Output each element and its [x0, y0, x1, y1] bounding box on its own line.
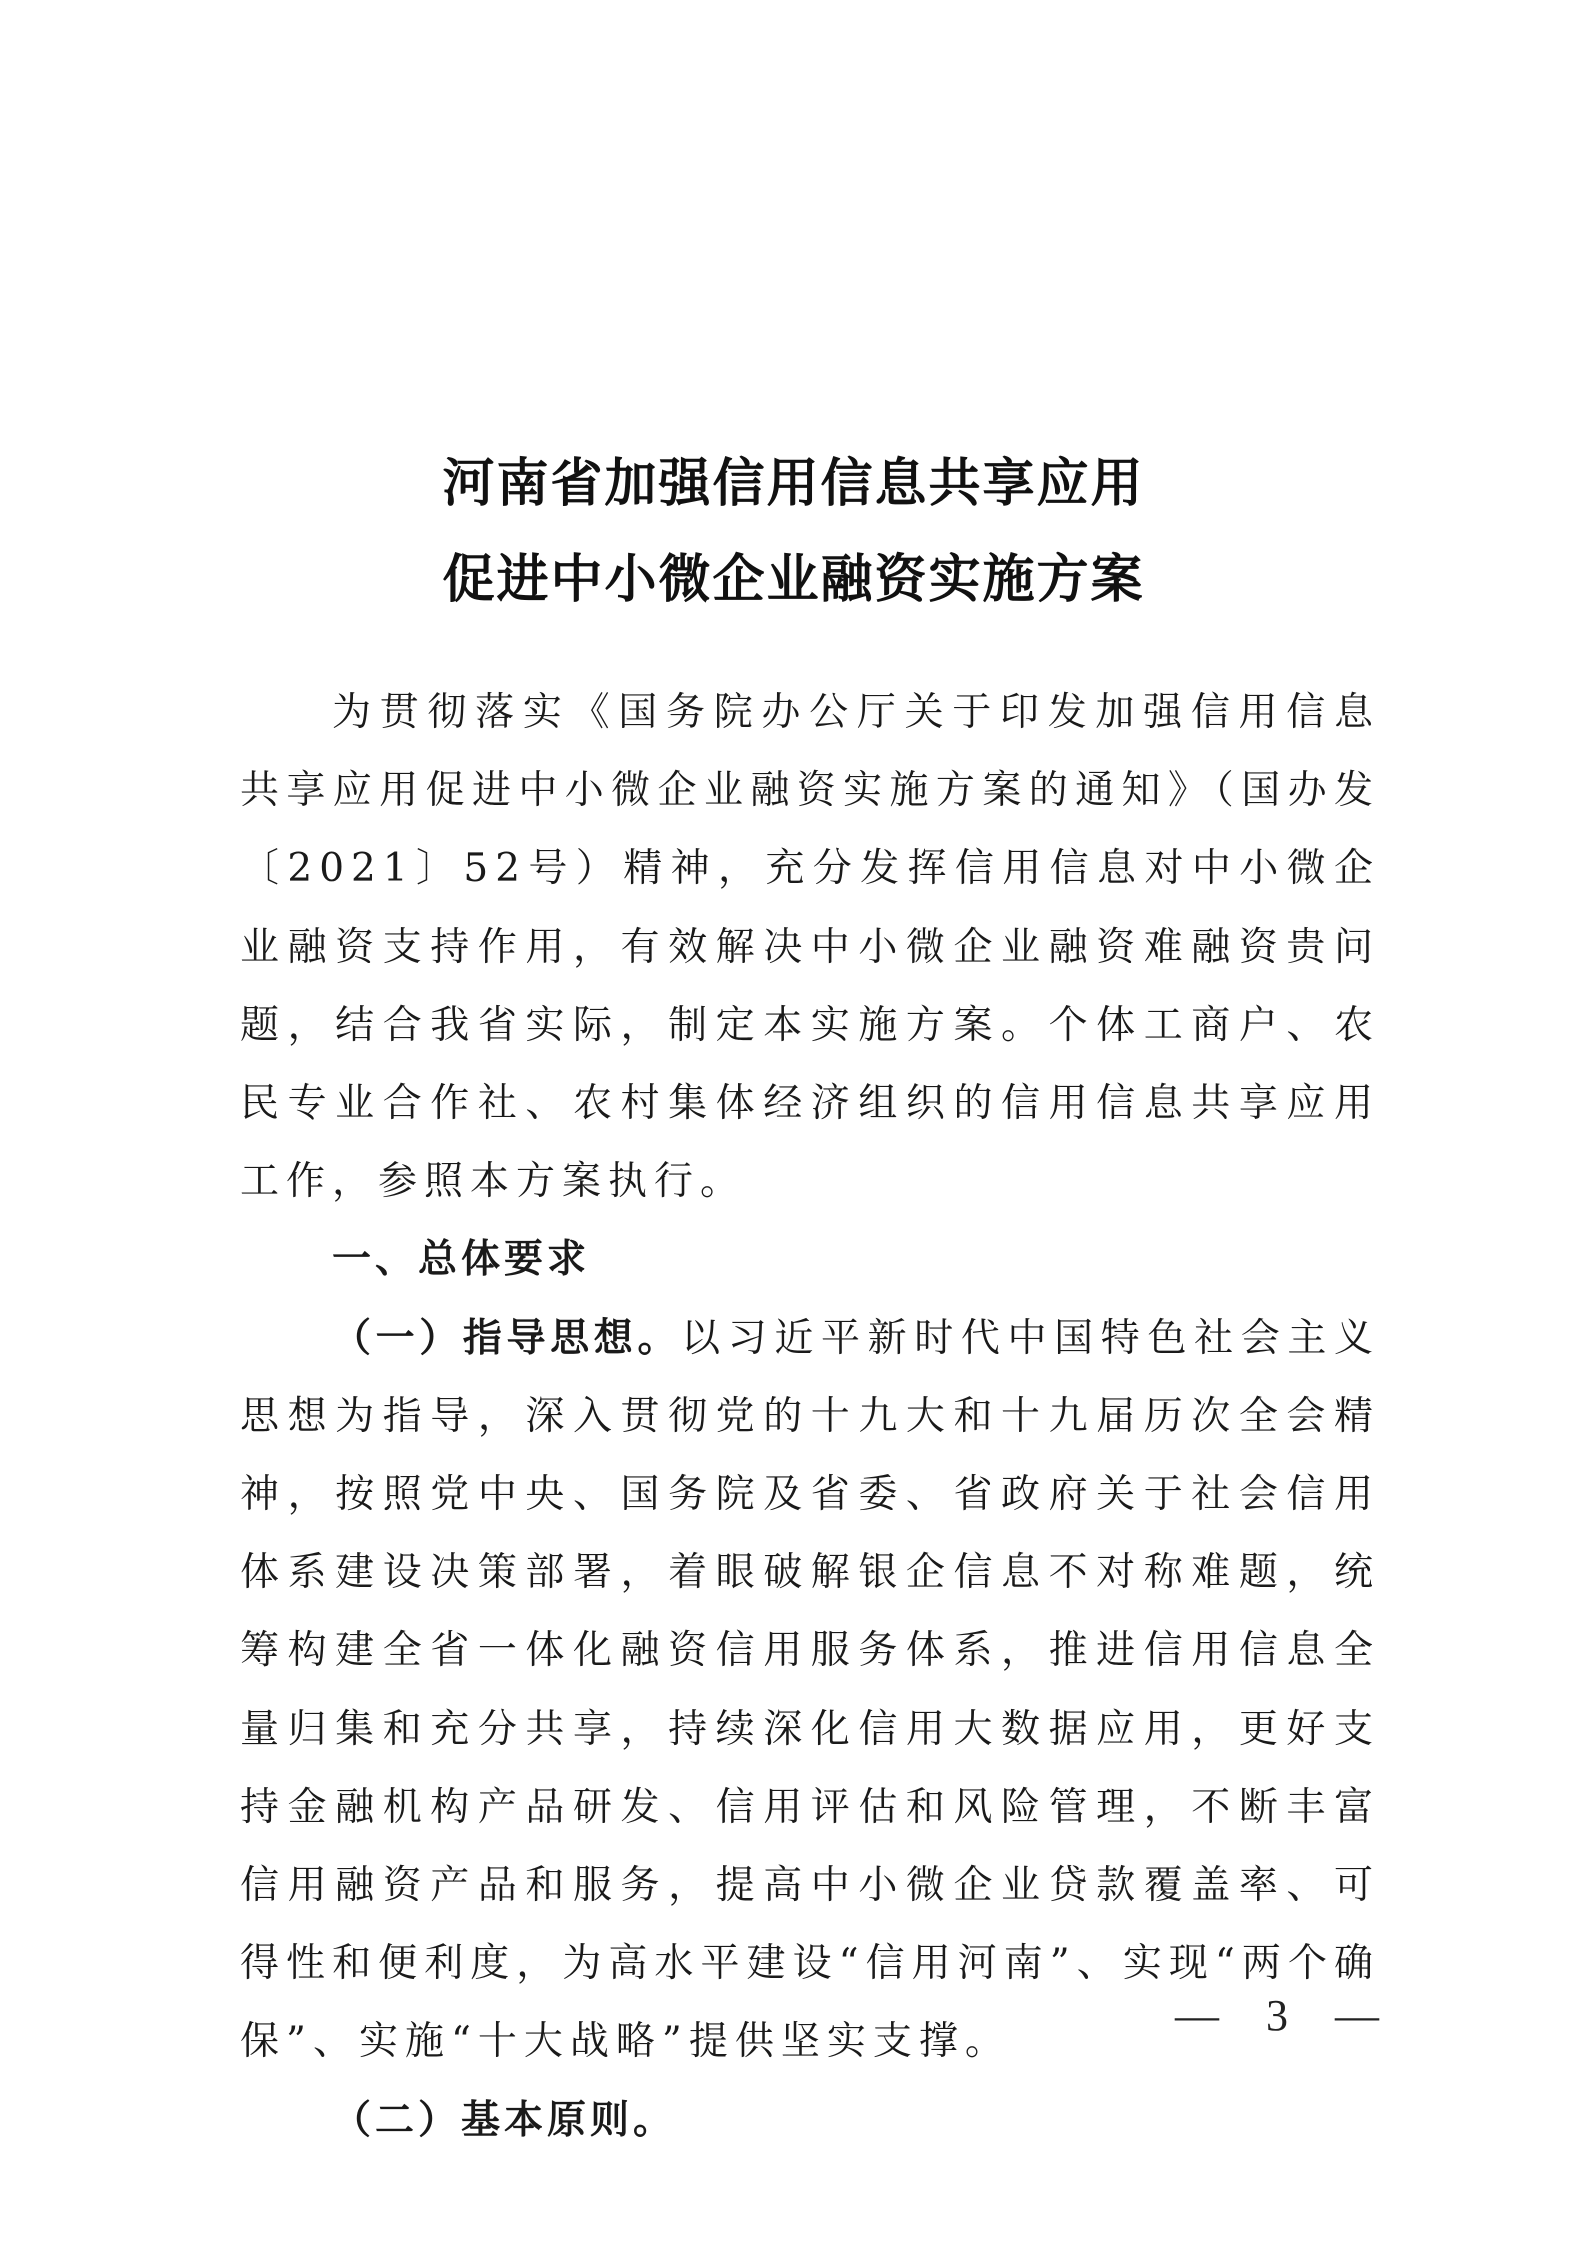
page-number: — 3 — [1175, 1991, 1397, 2040]
document-body [240, 674, 1380, 2160]
intro-paragraph: 为贯彻落实《国务院办公厅关于印发加强信用信息共享应用促进中小微企业融资实施方案的通知》（国办发〔2021〕52号）精神，充分发挥信用信息对中小微企业融资支持作用，有效解决中小微企业融资难融资贵问题，结合我省实际，制定本实施方案。个体工商户、农民专业合作社、农村集体经济组织的信用信息共享应用工作，参照本方案执行。 [240, 690, 1380, 1205]
section-heading-general-requirements: 一、总体要求 [332, 1237, 591, 1283]
basic-principles-label: （二）基本原则。 [332, 2097, 677, 2143]
guiding-ideology-text: 以习近平新时代中国特色社会主义思想为指导，深入贯彻党的十九大和十九届历次全会精神，按照党中央、国务院及省委、省政府关于社会信用体系建设决策部署，着眼破解银企信息不对称难题，统筹构建全省一体化融资信用服务体系，推进信用信息全量归集和充分共享，持续深化信用大数据应用，更好支持金融机构产品研发、信用评估和风险管理，不断丰富信用融资产品和服务，提高中小微企业贷款覆盖率、可得性和便利度，为高水平建设“信用河南”、实现“两个确保”、实施“十大战略”提供坚实支撑。 [240, 1315, 1380, 2065]
guiding-ideology-paragraph [240, 1300, 1380, 2082]
document-title-line1: 河南省加强信用信息共享应用 [442, 454, 1145, 514]
basic-principles-paragraph [240, 2082, 1380, 2160]
document-title-line2: 促进中小微企业融资实施方案 [442, 550, 1145, 610]
guiding-ideology-label: （一）指导思想。 [332, 1315, 682, 1361]
